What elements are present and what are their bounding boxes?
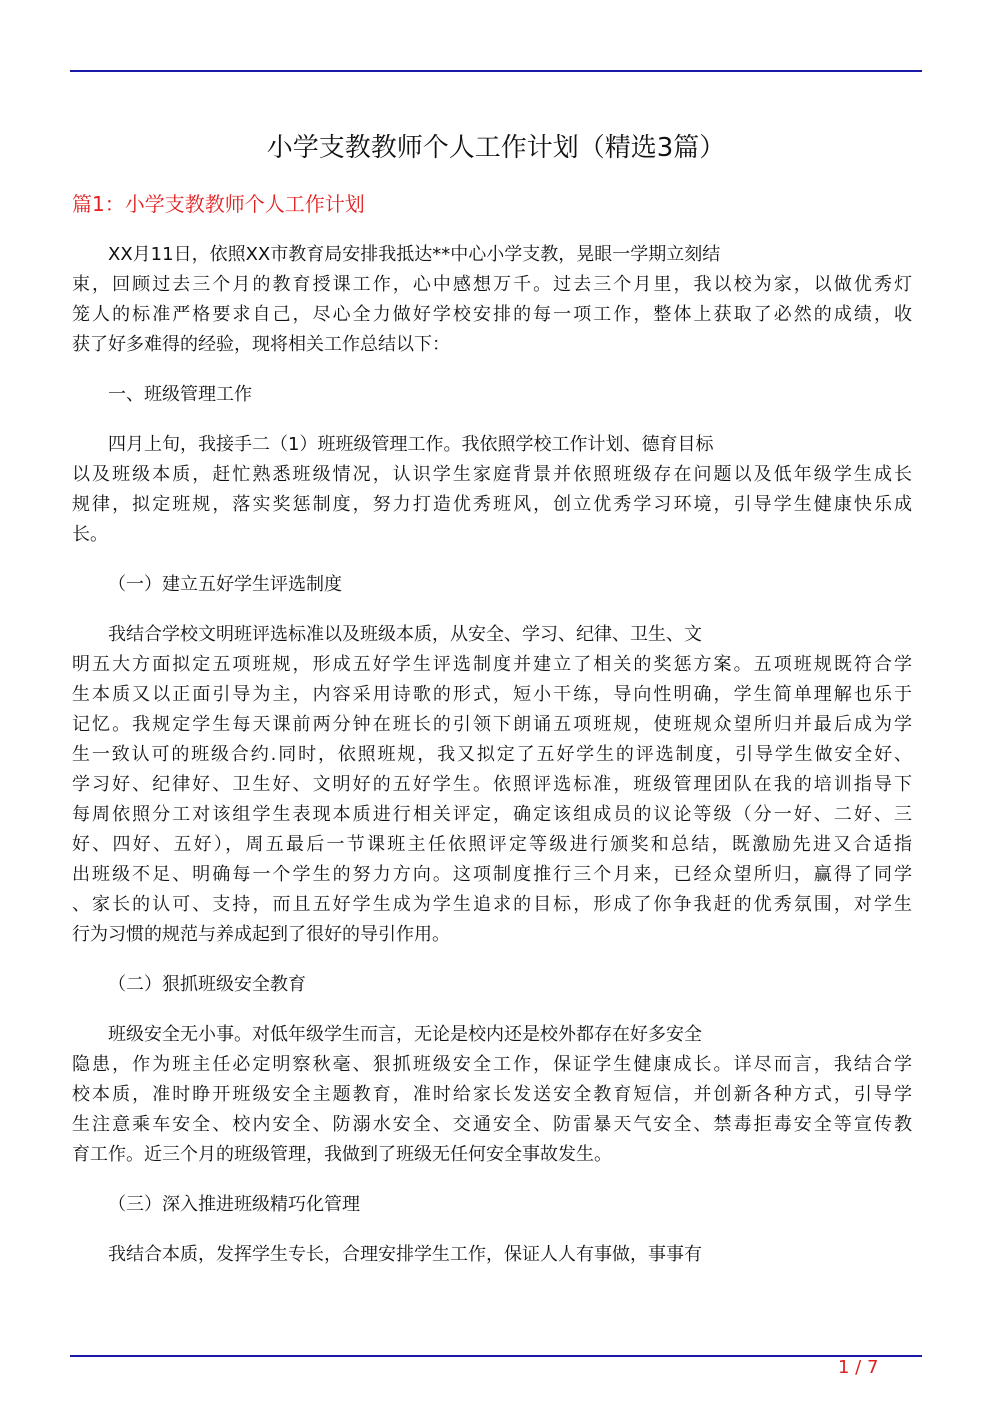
header-rule <box>70 70 922 72</box>
text-line: 隐患，作为班主任必定明察秋毫、狠抓班级安全工作，保证学生健康成长。详尽而言，我结合学 <box>72 1054 912 1075</box>
paragraph <box>72 620 912 950</box>
text-line: 学习好、纪律好、卫生好、文明好的五好学生。依照评选标准，班级管理团队在我的培训指导下 <box>72 774 912 795</box>
text-line: 出班级不足、明确每一个学生的努力方向。这项制度推行三个月来，已经众望所归，赢得了同学 <box>72 864 912 885</box>
text-line: 我结合学校文明班评选标准以及班级本质，从安全、学习、纪律、卫生、文 <box>108 624 702 645</box>
paragraph <box>72 430 912 550</box>
paragraph <box>72 1020 912 1170</box>
subheading <box>72 380 912 410</box>
text-line: 笼人的标准严格要求自己，尽心全力做好学校安排的每一项工作，整体上获取了必然的成绩，收 <box>72 304 912 325</box>
subheading <box>72 970 912 1000</box>
text-line: 我结合本质，发挥学生专长，合理安排学生工作，保证人人有事做，事事有 <box>108 1244 702 1265</box>
paragraph <box>72 240 912 360</box>
text-line: 明五大方面拟定五项班规，形成五好学生评选制度并建立了相关的奖惩方案。五项班规既符合学 <box>72 654 912 675</box>
footer-rule <box>70 1355 922 1357</box>
text-line: 获了好多难得的经验，现将相关工作总结以下： <box>72 334 450 355</box>
page-number: 1 / 7 <box>838 1357 879 1378</box>
section-heading: 篇1：小学支教教师个人工作计划 <box>72 192 365 216</box>
document-title: 小学支教教师个人工作计划（精选3篇） <box>266 133 726 163</box>
text-line: XX月11日，依照XX市教育局安排我抵达**中心小学支教，晃眼一学期立刻结 <box>108 244 721 265</box>
text-line: 好、四好、五好），周五最后一节课班主任依照评定等级进行颁奖和总结，既激励先进又合适指 <box>72 834 912 855</box>
text-line: （三）深入推进班级精巧化管理 <box>108 1194 360 1215</box>
subheading <box>72 1190 912 1220</box>
document-body <box>72 240 912 1290</box>
text-line: 长。 <box>72 524 108 545</box>
text-line: 束，回顾过去三个月的教育授课工作，心中感想万千。过去三个月里，我以校为家，以做优秀灯 <box>72 274 912 295</box>
paragraph <box>72 1240 912 1270</box>
text-line: 班级安全无小事。对低年级学生而言，无论是校内还是校外都存在好多安全 <box>108 1024 702 1045</box>
text-line: 规律，拟定班规，落实奖惩制度，努力打造优秀班风，创立优秀学习环境，引导学生健康快乐成 <box>72 494 912 515</box>
text-line: 生一致认可的班级合约.同时，依照班规，我又拟定了五好学生的评选制度，引导学生做安全好、 <box>72 744 912 765</box>
text-line: （二）狠抓班级安全教育 <box>108 974 306 995</box>
text-line: 每周依照分工对该组学生表现本质进行相关评定，确定该组成员的议论等级（分一好、二好、三 <box>72 804 912 825</box>
text-line: 一、班级管理工作 <box>108 384 252 405</box>
text-line: 记忆。我规定学生每天课前两分钟在班长的引领下朗诵五项班规，使班规众望所归并最后成为学 <box>72 714 912 735</box>
text-line: 、家长的认可、支持，而且五好学生成为学生追求的目标，形成了你争我赶的优秀氛围，对学生 <box>72 894 912 915</box>
text-line: 四月上旬，我接手二（1）班班级管理工作。我依照学校工作计划、德育目标 <box>108 434 714 455</box>
text-line: （一）建立五好学生评选制度 <box>108 574 342 595</box>
text-line: 校本质，准时睁开班级安全主题教育，准时给家长发送安全教育短信，并创新各种方式，引导学 <box>72 1084 912 1105</box>
text-line: 行为习惯的规范与养成起到了很好的导引作用。 <box>72 924 450 945</box>
text-line: 育工作。近三个月的班级管理，我做到了班级无任何安全事故发生。 <box>72 1144 612 1165</box>
subheading <box>72 570 912 600</box>
text-line: 生本质又以正面引导为主，内容采用诗歌的形式，短小干练，导向性明确，学生简单理解也乐于 <box>72 684 912 705</box>
text-line: 生注意乘车安全、校内安全、防溺水安全、交通安全、防雷暴天气安全、禁毒拒毒安全等宣传教 <box>72 1114 912 1135</box>
text-line: 以及班级本质，赶忙熟悉班级情况，认识学生家庭背景并依照班级存在问题以及低年级学生成长 <box>72 464 912 485</box>
